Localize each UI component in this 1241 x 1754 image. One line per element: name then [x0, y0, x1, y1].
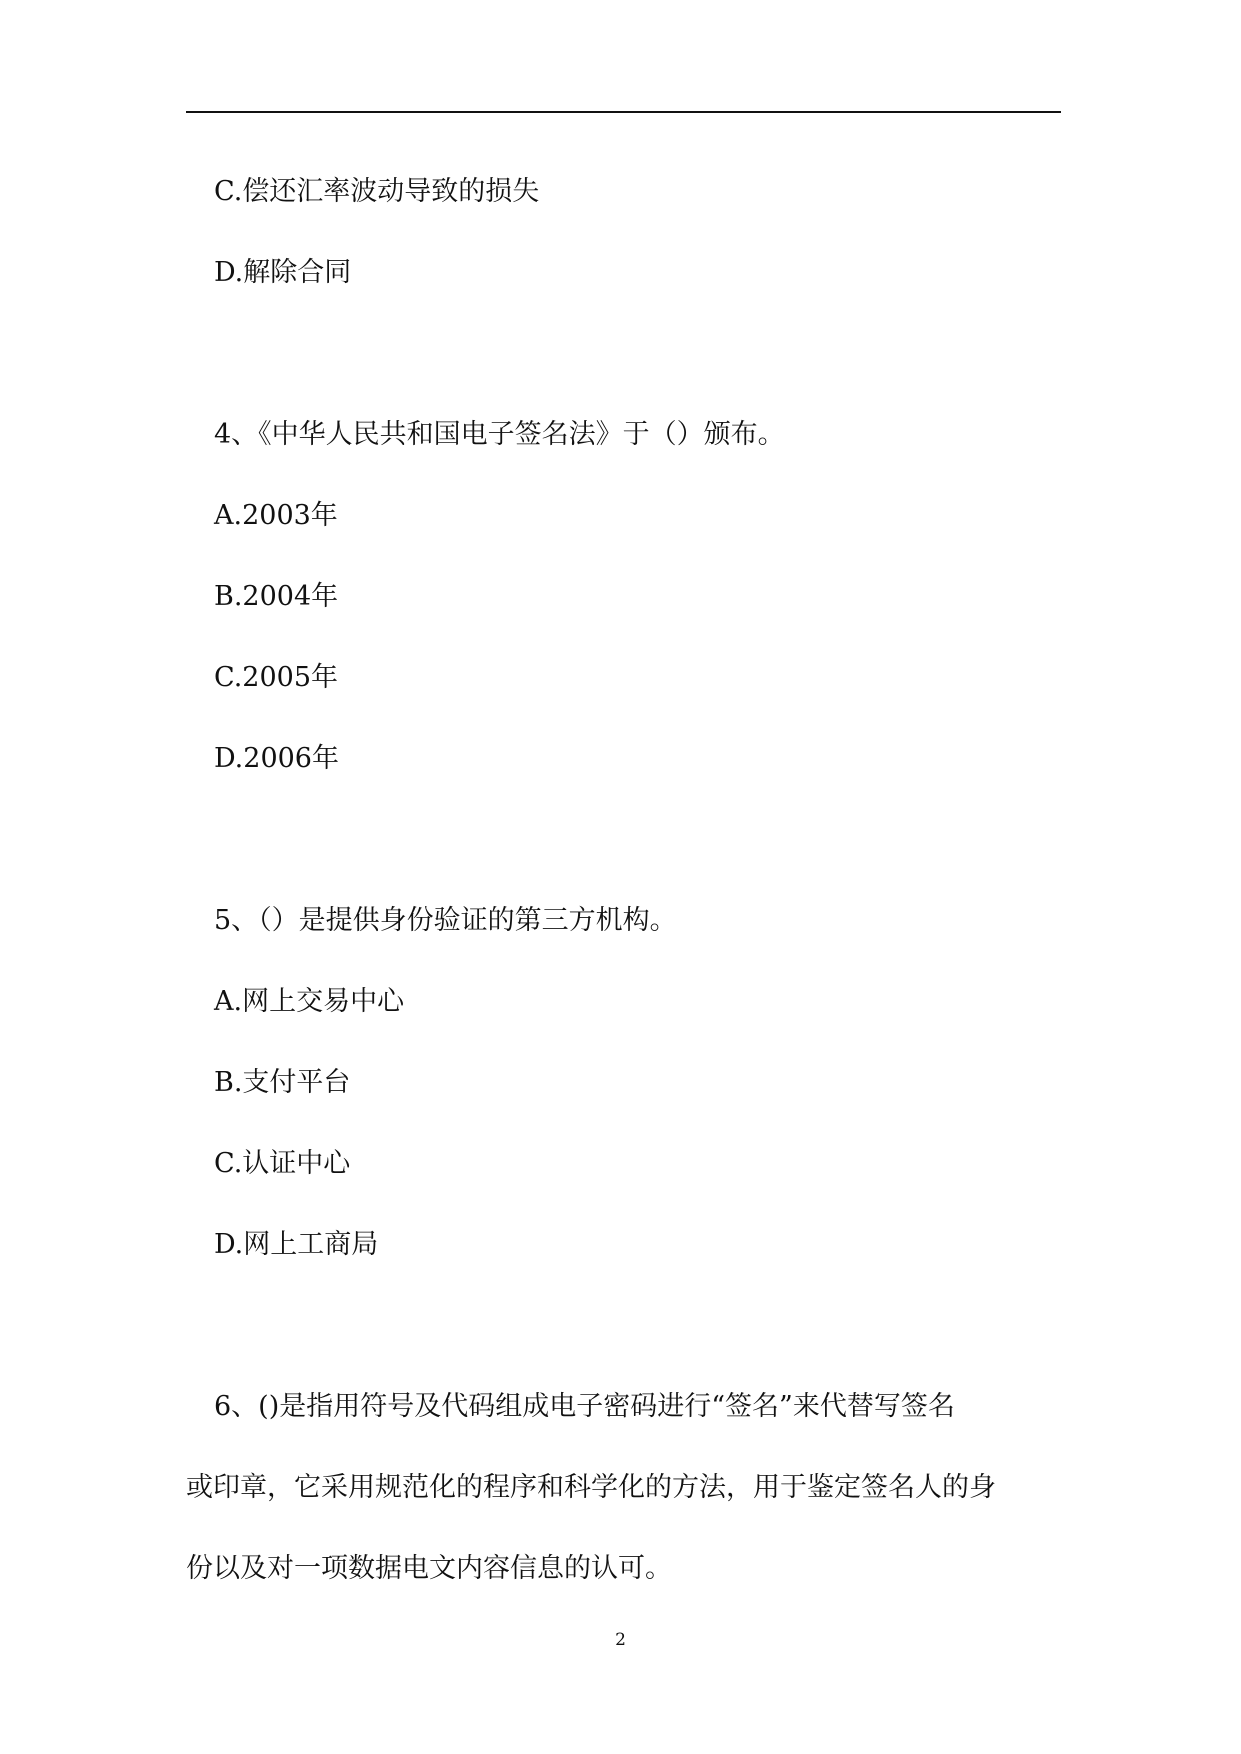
q4-question: 4、《中华人民共和国电子签名法》于（）颁布。: [214, 419, 785, 450]
page-number: 2: [615, 1630, 626, 1650]
q4-option-c: C.2005年: [214, 662, 338, 693]
q4-option-a: A.2003年: [214, 500, 338, 531]
q4-option-d: D.2006年: [214, 743, 339, 774]
q6-line-2: 或印章，它采用规范化的程序和科学化的方法，用于鉴定签名人的身: [186, 1472, 996, 1503]
q5-option-c: C.认证中心: [214, 1148, 351, 1179]
q3-option-c: C.偿还汇率波动导致的损失: [214, 176, 540, 207]
q6-line-3: 份以及对一项数据电文内容信息的认可。: [186, 1553, 672, 1584]
q3-option-d: D.解除合同: [214, 257, 352, 288]
q4-option-b: B.2004年: [214, 581, 339, 612]
q5-option-a: A.网上交易中心: [214, 986, 405, 1017]
q6-line-1: 6、()是指用符号及代码组成电子密码进行“签名”来代替写签名: [214, 1391, 955, 1422]
header-rule: [186, 111, 1061, 113]
q5-option-d: D.网上工商局: [214, 1229, 379, 1260]
q5-option-b: B.支付平台: [214, 1067, 351, 1098]
q5-question: 5、（）是提供身份验证的第三方机构。: [214, 905, 677, 936]
